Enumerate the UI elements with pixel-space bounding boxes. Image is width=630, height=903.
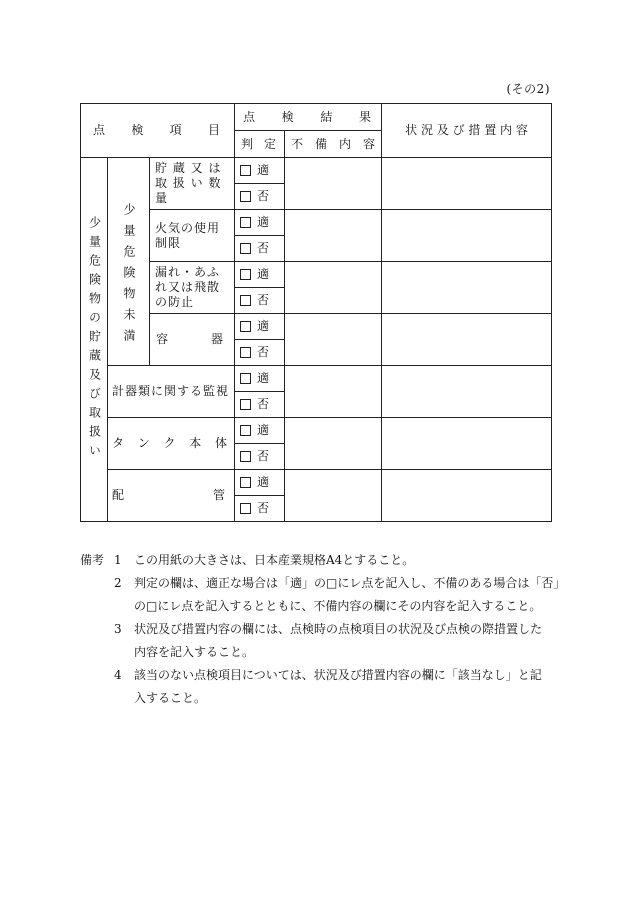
subcategory-cell (108, 158, 150, 366)
judgment-ng[interactable]: 否 (235, 236, 285, 262)
status-cell[interactable] (382, 262, 552, 314)
judgment-ng[interactable]: 否 (235, 288, 285, 314)
defect-cell[interactable] (285, 366, 382, 418)
judgment-ok[interactable]: 適 (235, 470, 285, 496)
checkbox-icon[interactable] (240, 269, 251, 280)
defect-cell[interactable] (285, 262, 382, 314)
checkbox-icon[interactable] (240, 347, 251, 358)
item-leak-prevention: 漏れ・あふれ又は飛散の防止 (150, 262, 235, 314)
category-label: 少量危険物の貯蔵及び取扱い (87, 216, 102, 463)
status-cell[interactable] (382, 418, 552, 470)
note-item: 3 状況及び措置内容の欄には、点検時の点検項目の状況及び点検の際措置した (114, 622, 543, 636)
item-instrument-monitoring: 計器類に関する監視 (108, 366, 235, 418)
judgment-ng[interactable]: 否 (235, 340, 285, 366)
item-piping: 配 管 (108, 470, 235, 522)
checkbox-icon[interactable] (240, 243, 251, 254)
checkbox-icon[interactable] (240, 321, 251, 332)
status-cell[interactable] (382, 158, 552, 210)
header-judgment: 判 定 (235, 131, 285, 158)
note-item: 備考 1 この用紙の大きさは、日本産業規格A4とすること。 (80, 549, 560, 572)
checkbox-icon[interactable] (240, 451, 251, 462)
defect-cell[interactable] (285, 314, 382, 366)
checkbox-icon[interactable] (240, 295, 251, 306)
judgment-ok[interactable]: 適 (235, 366, 285, 392)
note-continuation: 内容を記入すること。 (134, 645, 255, 659)
inspection-table (80, 103, 552, 522)
checkbox-icon[interactable] (240, 477, 251, 488)
status-cell[interactable] (382, 470, 552, 522)
checkbox-icon[interactable] (240, 217, 251, 228)
item-container: 容 器 (150, 314, 235, 366)
checkbox-icon[interactable] (240, 425, 251, 436)
judgment-ng[interactable]: 否 (235, 496, 285, 522)
header-inspection-result: 点 検 結 果 (235, 104, 382, 131)
status-cell[interactable] (382, 314, 552, 366)
status-cell[interactable] (382, 210, 552, 262)
page-number: (その2) (506, 82, 550, 96)
judgment-ng[interactable]: 否 (235, 444, 285, 470)
defect-cell[interactable] (285, 210, 382, 262)
judgment-ok[interactable]: 適 (235, 314, 285, 340)
checkbox-icon[interactable] (240, 165, 251, 176)
judgment-ng[interactable]: 否 (235, 184, 285, 210)
checkbox-icon[interactable] (240, 191, 251, 202)
checkbox-icon[interactable] (240, 373, 251, 384)
notes (80, 549, 566, 710)
defect-cell[interactable] (285, 470, 382, 522)
notes-heading: 備考 (80, 553, 105, 567)
judgment-ok[interactable]: 適 (235, 262, 285, 288)
category-cell (81, 158, 108, 522)
note-continuation: の□にレ点を記入するとともに、不備内容の欄にその内容を記入すること。 (134, 599, 542, 613)
header-status: 状 況 及 び 措 置 内 容 (382, 104, 552, 158)
defect-cell[interactable] (285, 158, 382, 210)
item-fire-use-restriction: 火気の使用制限 (150, 210, 235, 262)
judgment-ok[interactable]: 適 (235, 210, 285, 236)
item-tank-body: タ ン ク 本 体 (108, 418, 235, 470)
header-defect: 不 備 内 容 (285, 131, 382, 158)
note-item: 4 該当のない点検項目については、状況及び措置内容の欄に「該当なし」と記 (114, 668, 542, 682)
judgment-ok[interactable]: 適 (235, 418, 285, 444)
status-cell[interactable] (382, 366, 552, 418)
note-continuation: 入すること。 (134, 691, 207, 705)
defect-cell[interactable] (285, 418, 382, 470)
checkbox-icon[interactable] (240, 503, 251, 514)
subcategory-label: 少量危険物未満 (122, 203, 136, 350)
item-storage-quantity: 貯 蔵 又 は 取 扱 い 数 量 (150, 158, 235, 210)
note-item: 2 判定の欄は、適正な場合は「適」の□にレ点を記入し、不備のある場合は「否」 (114, 576, 566, 590)
judgment-ng[interactable]: 否 (235, 392, 285, 418)
header-inspection-item: 点 検 項 目 (81, 104, 235, 158)
checkbox-icon[interactable] (240, 399, 251, 410)
judgment-ok[interactable]: 適 (235, 158, 285, 184)
